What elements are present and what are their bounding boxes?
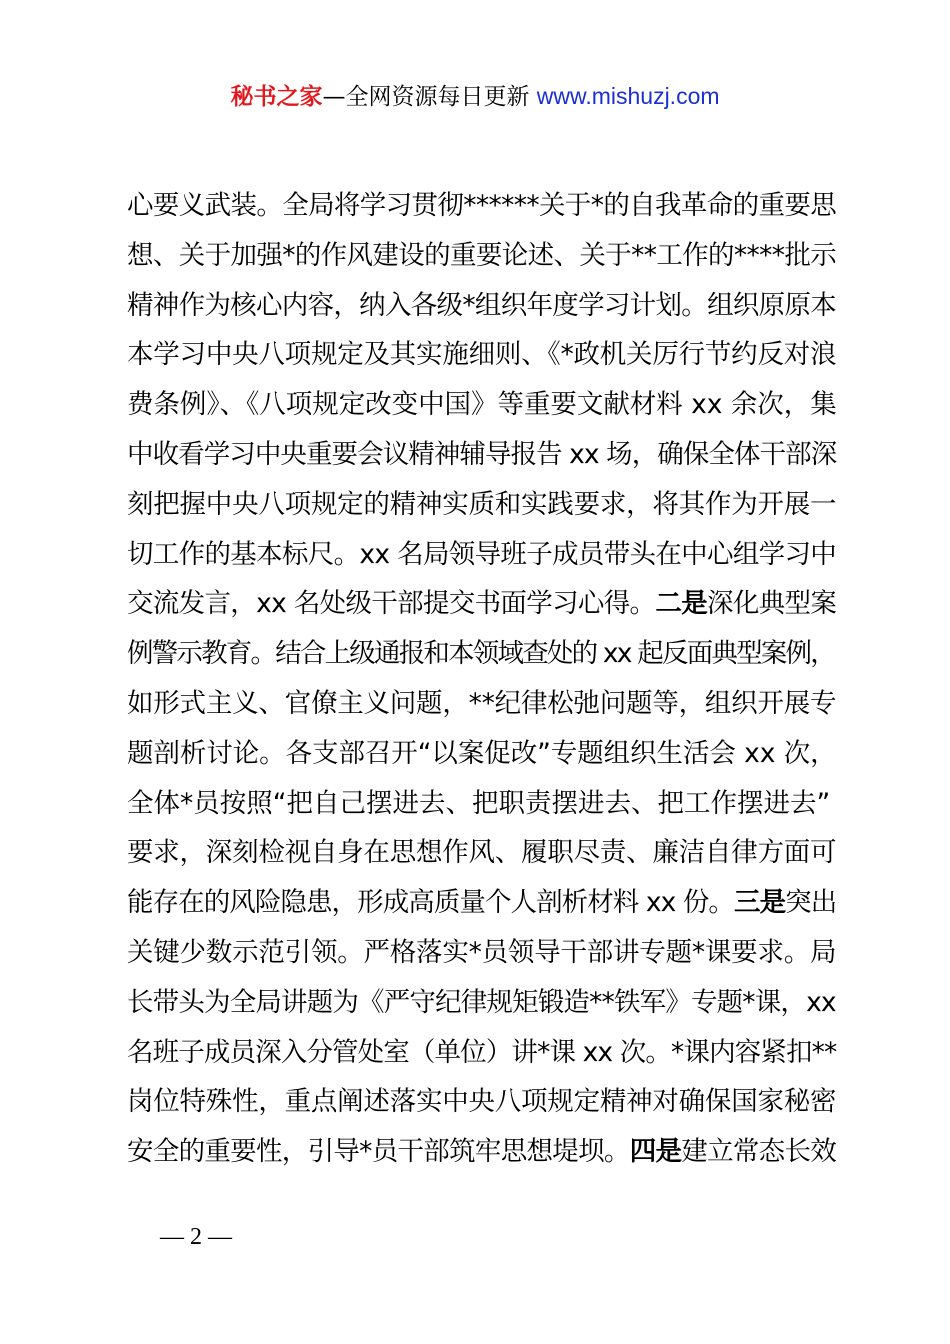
- text-line: [127, 779, 837, 829]
- text-segment: 安全的重要性，引导*员干部筑牢思想堤坝。: [127, 1136, 630, 1168]
- text-line: [127, 729, 837, 779]
- text-segment: 刻把握中央八项规定的精神实质和实践要求，将其作为开展一: [127, 488, 837, 520]
- text-line: [127, 1028, 837, 1078]
- bold-ordinal: 四是: [629, 1136, 682, 1168]
- text-segment: 想、关于加强*的作风建设的重要论述、关于**工作的****批示: [127, 239, 837, 271]
- text-segment: 费条例》、《八项规定改变中国》等重要文献材料 xx 余次，集: [127, 389, 837, 421]
- text-line: [127, 579, 837, 629]
- text-line: [127, 181, 837, 231]
- text-segment: 要求，深刻检视自身在思想作风、履职尽责、廉洁自律方面可: [127, 837, 837, 869]
- text-segment: 精神作为核心内容，纳入各级*组织年度学习计划。组织原原本: [127, 289, 837, 321]
- text-line: [127, 480, 837, 530]
- text-segment: 全体*员按照“把自己摆进去、把职责摆进去、把工作摆进去”: [127, 787, 831, 819]
- text-line: [127, 1127, 837, 1177]
- text-segment: 关键少数示范引领。严格落实*员领导干部讲专题*课要求。局: [127, 936, 837, 968]
- text-segment: 题剖析讨论。各支部召开“以案促改”专题组织生活会 xx 次，: [127, 737, 837, 769]
- watermark-header: [0, 80, 950, 113]
- page-number: — 2 —: [160, 1224, 232, 1250]
- text-line: [127, 281, 837, 331]
- text-line: [127, 530, 837, 580]
- text-line: [127, 330, 837, 380]
- text-segment: 突出: [785, 887, 837, 919]
- text-line: [127, 978, 837, 1028]
- text-segment: 建立常态长效: [681, 1136, 837, 1168]
- text-segment: 深化典型案: [707, 588, 837, 620]
- text-line: [127, 928, 837, 978]
- text-segment: 切工作的基本标尺。xx 名局领导班子成员带头在中心组学习中: [127, 538, 837, 570]
- text-line: [127, 430, 837, 480]
- header-tagline: —全网资源每日更新: [322, 84, 537, 110]
- text-line: [127, 231, 837, 281]
- text-segment: 如形式主义、官僚主义问题，**纪律松弛问题等，组织开展专: [127, 687, 837, 719]
- brand-name: 秘书之家: [230, 84, 323, 110]
- document-body: [127, 181, 837, 1177]
- bold-ordinal: 二是: [655, 588, 708, 620]
- text-segment: 名班子成员深入分管处室（单位）讲*课 xx 次。*课内容紧扣**: [127, 1036, 837, 1068]
- bold-ordinal: 三是: [734, 887, 786, 919]
- text-line: [127, 380, 837, 430]
- text-segment: 心要义武装。全局将学习贯彻******关于*的自我革命的重要思: [127, 190, 837, 221]
- text-segment: 交流发言，xx 名处级干部提交书面学习心得。: [127, 588, 656, 620]
- text-segment: 长带头为全局讲题为《严守纪律规矩锻造**铁军》专题*课，xx: [127, 986, 836, 1018]
- text-line: [127, 679, 837, 729]
- text-segment: 岗位特殊性，重点阐述落实中央八项规定精神对确保国家秘密: [127, 1086, 837, 1118]
- text-line: [127, 828, 837, 878]
- text-line: [127, 1077, 837, 1127]
- text-segment: 能存在的风险隐患，形成高质量个人剖析材料 xx 份。: [127, 887, 735, 919]
- text-line: [127, 878, 837, 928]
- text-segment: 中收看学习中央重要会议精神辅导报告 xx 场，确保全体干部深: [127, 438, 837, 470]
- site-url: www.mishuzj.com: [536, 83, 720, 109]
- text-line: [127, 629, 837, 679]
- text-segment: 例警示教育。结合上级通报和本领域查处的 xx 起反面典型案例，: [127, 638, 835, 670]
- text-segment: 本学习中央八项规定及其实施细则、《*政机关厉行节约反对浪: [127, 339, 837, 371]
